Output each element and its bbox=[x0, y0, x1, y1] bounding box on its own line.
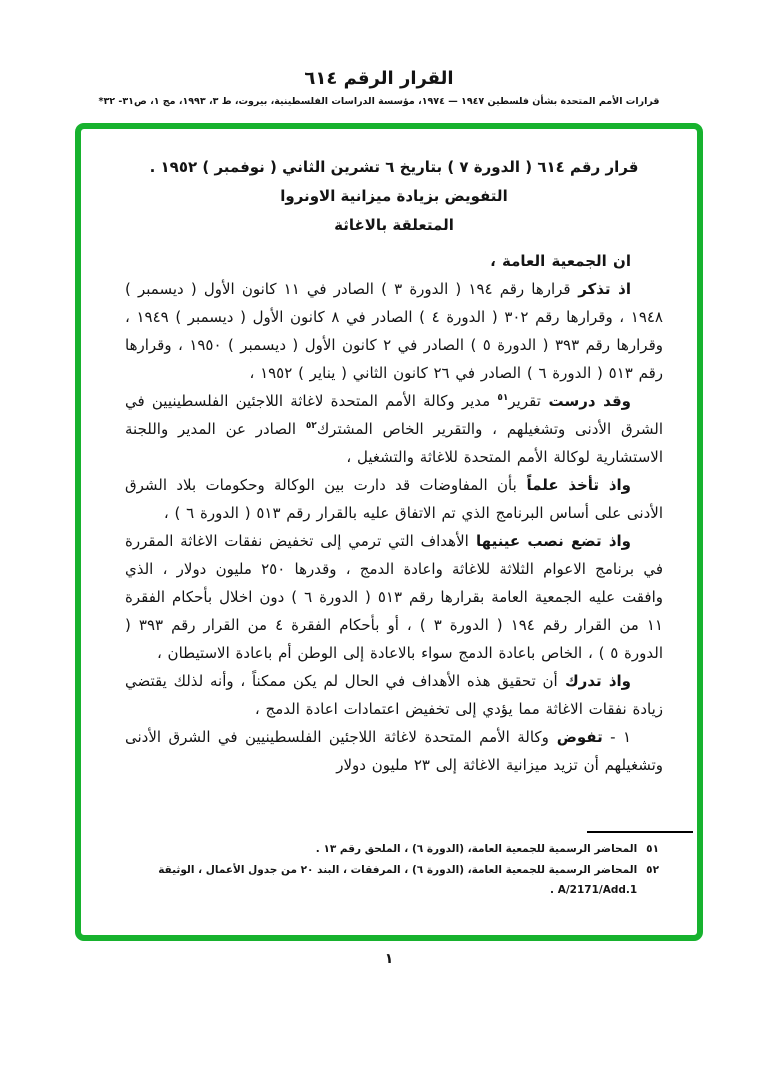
heading-line: التفويض بزيادة ميزانية الاونروا bbox=[280, 187, 508, 205]
footnote-ref: ٥٢ bbox=[305, 421, 317, 431]
heading-line: المتعلقة بالاغاثة bbox=[334, 216, 454, 234]
page-number: ١ bbox=[384, 951, 394, 967]
footnote-item bbox=[155, 839, 659, 859]
resolution-body bbox=[125, 247, 663, 779]
page-title: القرار الرقم ٦١٤ bbox=[304, 68, 454, 89]
footnote-item bbox=[155, 860, 659, 900]
paragraph: ١ - تفوض وكالة الأمم المتحدة لاغاثة اللاجئين الفلسطينيين في الشرق الأدنى وتشغيلهم أن تزيد ميزانية الاغاثة إلى ٢٣ مليون دولار bbox=[125, 728, 663, 774]
footnote-text: المحاضر الرسمية للجمعية العامة، (الدورة ٦) ، المرفقات ، البند ٢٠ من جدول الأعمال ، الوثيقة A/2171/Add.1 . bbox=[158, 864, 638, 896]
heading-line: قرار رقم ٦١٤ ( الدورة ٧ ) بتاريخ ٦ تشرين الثاني ( نوفمبر ) ١٩٥٢ . bbox=[149, 158, 639, 176]
footnote-marker: ٥٢ bbox=[646, 864, 659, 876]
paragraph: اذ تذكر قرارها رقم ١٩٤ ( الدورة ٣ ) الصادر في ١١ كانون الأول ( ديسمبر ) ١٩٤٨ ، وقرارها رقم ٣٠٢ ( الدورة ٤ ) الصادر في ٨ كانون الأول ( ديسمبر ) ١٩٤٩ ، وقرارها رقم ٣٩٣ ( الدورة ٥ ) الصادر في ٢ كانون الأول ( ديسمبر ) ١٩٥٠ ، وقرارها رقم ٥١٣ ( الدورة ٦ ) الصادر في ٢٦ كانون الثاني ( يناير ) ١٩٥٢ ، bbox=[125, 280, 663, 382]
footnote-separator bbox=[587, 831, 693, 833]
document-frame bbox=[75, 123, 703, 941]
footnote-ref: ٥١ bbox=[497, 393, 509, 403]
footnote-text: المحاضر الرسمية للجمعية العامة، (الدورة ٦) ، الملحق رقم ١٣ . bbox=[315, 843, 638, 855]
paragraph: وقد درست تقرير$^{٥١}$ مدير وكالة الأمم المتحدة لاغاثة اللاجئين الفلسطينيين في الشرق الأدنى وتشغيلهم ، والتقرير الخاص المشترك$^{٥٢}$ الصادر عن المدير واللجنة الاستشارية لوكالة الأمم المتحدة للاغاثة والتشغيل ، bbox=[125, 392, 663, 466]
paragraph: واذ تضع نصب عينيها الأهداف التي ترمي إلى تخفيض نفقات الاغاثة المقررة في برنامج الاعوام الثلاثة للاغاثة واعادة الدمج ، وقدرها ٢٥٠ مليون دولار ، الذي وافقت عليه الجمعية العامة بقرارها رقم ٥١٣ ( الدورة ٦ ) دون اخلال بأحكام الفقرة ١١ من القرار رقم ١٩٤ ( الدورة ٣ ) ، أو بأحكام الفقرة ٤ من القرار رقم ٣٩٣ ( الدورة ٥ ) ، الخاص باعادة الدمج سواء بالاعادة إلى الوطن أم باعادة الاستيطان ، bbox=[125, 532, 663, 662]
source-line: قرارات الأمم المتحدة بشأن فلسطين ١٩٤٧ — ١٩٧٤، مؤسسة الدراسات الفلسطينية، بيروت، ط ٣، ١٩٩٣، مج ١، ص٣١- ٣٢* bbox=[98, 96, 660, 107]
paragraph: ان الجمعية العامة ، bbox=[490, 252, 631, 270]
footnote-marker: ٥١ bbox=[646, 843, 659, 855]
resolution-heading bbox=[125, 153, 663, 240]
footnote-area bbox=[125, 831, 663, 901]
paragraph: واذ تأخذ علماً بأن المفاوضات قد دارت بين الوكالة وحكومات بلاد الشرق الأدنى على أساس البرنامج الذي تم الاتفاق عليه بالقرار رقم ٥١٣ ( الدورة ٦ ) ، bbox=[125, 476, 663, 522]
footnote-list bbox=[125, 839, 663, 900]
paragraph: واذ تدرك أن تحقيق هذه الأهداف في الحال لم يكن ممكناً ، وأنه لذلك يقتضي زيادة نفقات الاغاثة مما يؤدي إلى تخفيض اعتمادات اعادة الدمج ، bbox=[125, 672, 663, 718]
